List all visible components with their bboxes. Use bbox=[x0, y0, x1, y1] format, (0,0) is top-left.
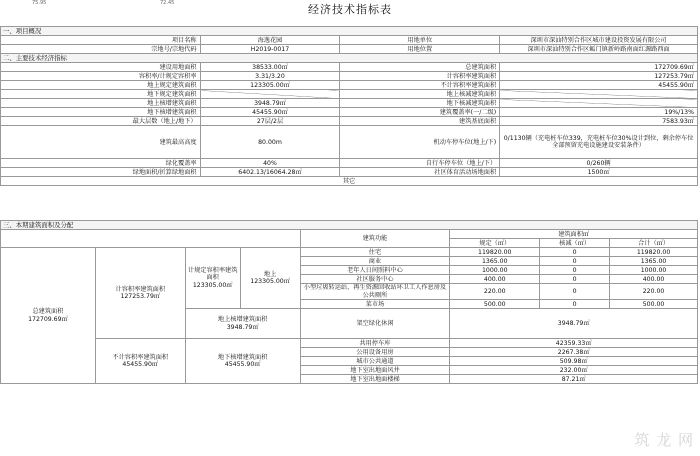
table-row: 公用设备用房 2267.38㎡ bbox=[1, 348, 698, 357]
table-row: 城市公共通道 509.98㎡ bbox=[1, 357, 698, 366]
cad-tick-right: 72.45 bbox=[160, 0, 175, 6]
table-row: 地上核增建筑面积 3948.79㎡ 架空绿化休闲 3948.79㎡ bbox=[1, 309, 698, 339]
empty-cell bbox=[500, 90, 698, 99]
uncounted-far-cell: 不计容积率建筑面积 45455.90㎡ bbox=[95, 339, 185, 384]
table-row: 最大层数（地上/地下） 27层/2层 建筑基底面积 7583.93㎡ bbox=[1, 117, 698, 126]
table-row: 社区服务中心 400.00 0 400.00 bbox=[1, 275, 698, 284]
table-row: 菜市场 500.00 0 500.00 bbox=[1, 300, 698, 309]
table-row: 地下核增建筑面积 45455.90㎡ 建筑覆盖率(一/二级) 19%/13% bbox=[1, 108, 698, 117]
empty-cell bbox=[200, 90, 340, 99]
table-row: 建筑最高高度 80.00m 机动车停车位(地上/下) 0/1130辆（充电桩车位339，充电桩车位30%设计到位，剩余停车位全部预留充电设施建设安装条件） bbox=[1, 126, 698, 159]
regulated-far-cell: 计规定容积率建筑面积 123305.00㎡ bbox=[185, 248, 240, 309]
table-row: 总建筑面积 172709.69㎡ 计容积率建筑面积 127253.79㎡ 计规定容积率建筑面积 123305.00㎡ 地上 123305.00㎡ 住宅 119820.00 0 119820.00 bbox=[1, 248, 698, 257]
total-area-cell: 总建筑面积 172709.69㎡ bbox=[1, 248, 96, 384]
table-row: 地下室出地面楼梯 87.21㎡ bbox=[1, 375, 698, 384]
area-header: 建筑面积㎡ bbox=[450, 230, 698, 239]
empty-cell bbox=[500, 99, 698, 108]
counted-far-cell: 计容积率建筑面积 127253.79㎡ bbox=[95, 248, 185, 339]
table-row: 小型垃圾转运站、再生资源回收站坏卫工人作息房及公共厕所 220.00 0 220.00 bbox=[1, 284, 698, 300]
table-row: 宗地号/宗地代码 H2019-0017 用地位置 深圳市深汕特别合作区鲘门镇新岭路南面红源路西面 bbox=[1, 45, 698, 54]
other-row: 其它 bbox=[1, 177, 698, 186]
watermark-logo: 筑 龙 网 bbox=[634, 431, 694, 449]
section-heading-overview: 一、项目概况 bbox=[1, 27, 698, 36]
table-row: 绿化覆盖率 40% 自行车停车位（地上/下） 0/260辆 bbox=[1, 159, 698, 168]
table-row: 项目名称 海逸花园 用地单位 深圳市深汕特别合作区城市建设投资发展有限公司 bbox=[1, 36, 698, 45]
table-row: 老年人日间照料中心 1000.00 0 1000.00 bbox=[1, 266, 698, 275]
section-heading-allocation: 三、本期建筑面积及分配 bbox=[1, 221, 698, 230]
table-row: 商业 1365.00 0 1365.00 bbox=[1, 257, 698, 266]
table-row: 建设用地面积 38533.00㎡ 总建筑面积 172709.69㎡ bbox=[1, 63, 698, 72]
indicator-table bbox=[0, 26, 698, 186]
table-row: 地上核增建筑面积 3948.79㎡ 地下核减建筑面积 bbox=[1, 99, 698, 108]
table-row: 容积率/计规定容积率 3.31/3.20 计容积率建筑面积 127253.79㎡ bbox=[1, 72, 698, 81]
section-heading-indicators: 二、主要技术经济指标 bbox=[1, 54, 698, 63]
page-header bbox=[0, 0, 700, 22]
function-header: 建筑功能 bbox=[300, 230, 450, 248]
table-row: 地下规定建筑面积 地上核减建筑面积 bbox=[1, 90, 698, 99]
added-above-cell: 地上核增建筑面积 3948.79㎡ bbox=[185, 309, 300, 339]
table-row: 地下室出地面风井 232.00㎡ bbox=[1, 366, 698, 375]
table-row: 地上规定建筑面积 123305.00㎡ 不计容积率建筑面积 45455.90㎡ bbox=[1, 81, 698, 90]
allocation-table: 三、本期建筑面积及分配 建筑功能 建筑面积㎡ 规定（㎡） 核减（㎡） 合计（㎡） 总建筑面积 172709.69㎡ 计容积率建筑面积 127253.79㎡ 计规定容积率建筑面积 123305.00㎡ 地上 123305.00㎡ 住宅 119820.00 0 119820.00 商业 1365.00 0 1365.00 老年人日间照料中心 1000.00 0 1000.00 社区服务中心 400.00 0 400.00 小型垃圾转运站、再生资源回收站坏卫工人作息房及公共厕所 220.00 0 220.00 菜市场 500.00 0 500.00 地上核增建筑面积 3948.79㎡ 架空绿化休闲 3948.79㎡ 不计容积率建筑面积 45455.90㎡ 地下核增建筑面积 45455.90㎡ 共用停车库 42359.33㎡ 公用设备用房 2267.38㎡ 城市公共通道 509.98㎡ 地下室出地面风井 232.00㎡ 地下室出地面楼梯 87.21㎡ bbox=[0, 220, 698, 384]
blank-header bbox=[1, 230, 301, 248]
page-title: 经济技术指标表 bbox=[308, 3, 392, 16]
table-row: 绿地面积/折算绿地面积 6402.13/16064.28㎡ 社区体育活动场地面积 1500㎡ bbox=[1, 168, 698, 177]
cad-tick-left: 75.95 bbox=[32, 0, 47, 6]
added-below-cell: 地下核增建筑面积 45455.90㎡ bbox=[185, 339, 300, 384]
above-ground-cell: 地上 123305.00㎡ bbox=[240, 248, 300, 309]
